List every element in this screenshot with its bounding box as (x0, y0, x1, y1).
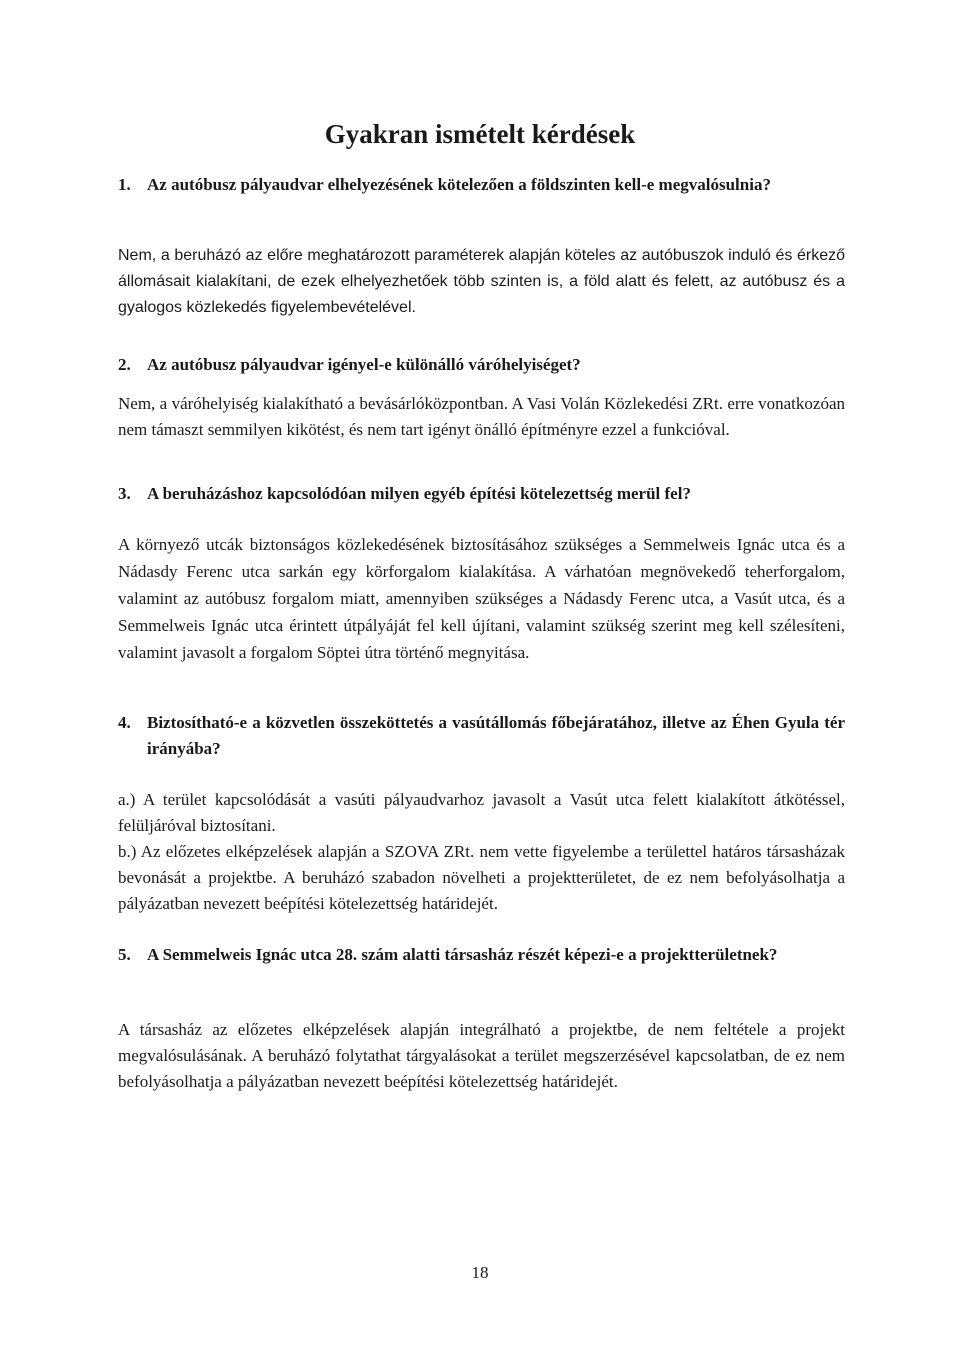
question-text: Az autóbusz pályaudvar igényel-e különálló váróhelyiséget? (147, 355, 581, 374)
question-number: 5. (118, 945, 131, 964)
question-text: Biztosítható-e a közvetlen összeköttetés a vasútállomás főbejáratához, illetve az Éhen Gyula tér irányába? (147, 713, 845, 758)
question-number: 3. (118, 484, 131, 503)
question-text: Az autóbusz pályaudvar elhelyezésének kötelezően a földszinten kell-e megvalósulnia? (147, 175, 771, 194)
question-number: 2. (118, 355, 131, 374)
answer-1: Nem, a beruházó az előre meghatározott paraméterek alapján köteles az autóbuszok induló és érkező állomásait kialakítani, de ezek elhelyezhetőek több szinten is, a föld alatt és felett, az autóbusz és a gyalogos közlekedés figyelembevételével. (118, 247, 845, 316)
answer-3: A környező utcák biztonságos közlekedésének biztosításához szükséges a Semmelweis Ignác utca és a Nádasdy Ferenc utca sarkán egy körforgalom kialakítása. A várhatóan megnövekedő teherforgalom, valamint az autóbusz forgalom miatt, amennyiben szükséges a Nádasdy Ferenc utca, a Vasút utca, és a Semmelweis Ignác utca érintett útpályáját fel kell újítani, valamint szükség szerint meg kell szélesíteni, valamint javasolt a forgalom Söptei útra történő megnyitása. (118, 535, 845, 662)
question-text: A Semmelweis Ignác utca 28. szám alatti társasház részét képezi-e a projektterületnek? (147, 945, 778, 964)
answer-4a: a.) A terület kapcsolódását a vasúti pályaudvarhoz javasolt a Vasút utca felett kialakított átkötéssel, felüljáróval biztosítani. (118, 790, 845, 835)
answer-4b: b.) Az előzetes elképzelések alapján a SZOVA ZRt. nem vette figyelembe a területtel határos társasházak bevonását a projektbe. A beruházó szabadon növelheti a projektterületet, de ez nem befolyásolhatja a pályázatban nevezett beépítési kötelezettség határidejét. (118, 842, 845, 913)
page-title: Gyakran ismételt kérdések (324, 119, 636, 149)
question-text: A beruházáshoz kapcsolódóan milyen egyéb építési kötelezettség merül fel? (147, 484, 691, 503)
question-1 (118, 172, 845, 198)
page-number: 18 (471, 1263, 489, 1282)
answer-2: Nem, a váróhelyiség kialakítható a bevásárlóközpontban. A Vasi Volán Közlekedési ZRt. erre vonatkozóan nem támaszt semmilyen kikötést, és nem tart igényt önálló építményre ezzel a funkcióval. (118, 394, 845, 439)
question-number: 4. (118, 713, 131, 732)
question-5 (118, 942, 845, 968)
question-4 (118, 710, 845, 762)
question-2 (118, 352, 845, 378)
question-3 (118, 481, 845, 507)
question-number: 1. (118, 175, 131, 194)
answer-5: A társasház az előzetes elképzelések alapján integrálható a projektbe, de nem feltétele a projekt megvalósulásának. A beruházó folytathat tárgyalásokat a terület megszerzésével kapcsolatban, de ez nem befolyásolhatja a pályázatban nevezett beépítési kötelezettség határidejét. (118, 1020, 845, 1091)
